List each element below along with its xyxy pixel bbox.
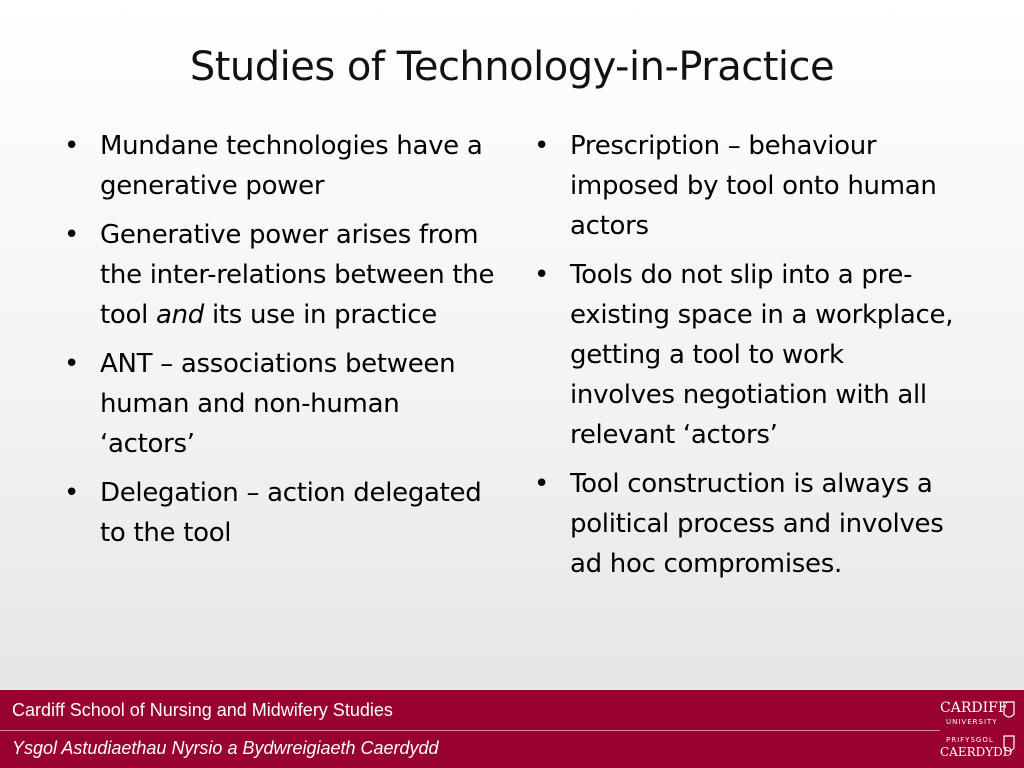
bullet-text: ANT – associations between human and non-human ‘actors’	[100, 349, 456, 459]
bullet-text: Mundane technologies have a generative power	[100, 131, 483, 201]
footer-school-name-welsh: Ysgol Astudiaethau Nyrsio a Bydwreigiaeth Caerdydd	[12, 738, 439, 758]
left-bullet-list	[64, 126, 500, 562]
bullet-text: Prescription – behaviour imposed by tool onto human actors	[570, 131, 937, 241]
logo-line2: UNIVERSITY	[946, 718, 998, 726]
bullet-icon: •	[64, 349, 80, 379]
logo-line1: CARDIFF	[940, 700, 1008, 716]
bullet-icon: •	[534, 131, 550, 161]
bullet-icon: •	[534, 469, 550, 499]
bullet-text: Tool construction is always a political process and involves ad hoc compromises.	[570, 469, 944, 579]
bullet-icon: •	[64, 478, 80, 508]
bullet-item	[64, 215, 500, 335]
bullet-icon: •	[534, 260, 550, 290]
bullet-text-end: its use in practice	[204, 300, 437, 330]
bullet-item	[534, 464, 954, 584]
footer-school-name: Cardiff School of Nursing and Midwifery Studies	[12, 700, 393, 720]
bullet-text-start: Generative power arises from the inter-relations between the tool	[100, 220, 495, 330]
slide-title: Studies of Technology-in-Practice	[189, 44, 835, 90]
bullet-icon: •	[64, 131, 80, 161]
bullet-text: Delegation – action delegated to the tool	[100, 478, 482, 548]
bullet-item	[64, 126, 500, 206]
bullet-item	[64, 473, 500, 553]
bullet-text	[100, 220, 494, 330]
bullet-item	[534, 255, 954, 455]
cardiff-university-logo-icon	[938, 696, 1018, 764]
emphasis-text: and	[156, 300, 205, 330]
bullet-item	[534, 126, 954, 246]
footer-divider	[0, 730, 940, 731]
logo-line3: PRIFYSGOL	[946, 736, 994, 744]
footer-bar	[0, 690, 1024, 768]
bullet-item	[64, 344, 500, 464]
logo-line4: CAERDYDD	[940, 745, 1013, 759]
bullet-text: Tools do not slip into a pre-existing space in a workplace, getting a tool to work involves negotiation with all relevant ‘actors’	[570, 260, 954, 450]
right-bullet-list	[534, 126, 954, 593]
bullet-icon: •	[64, 220, 80, 250]
